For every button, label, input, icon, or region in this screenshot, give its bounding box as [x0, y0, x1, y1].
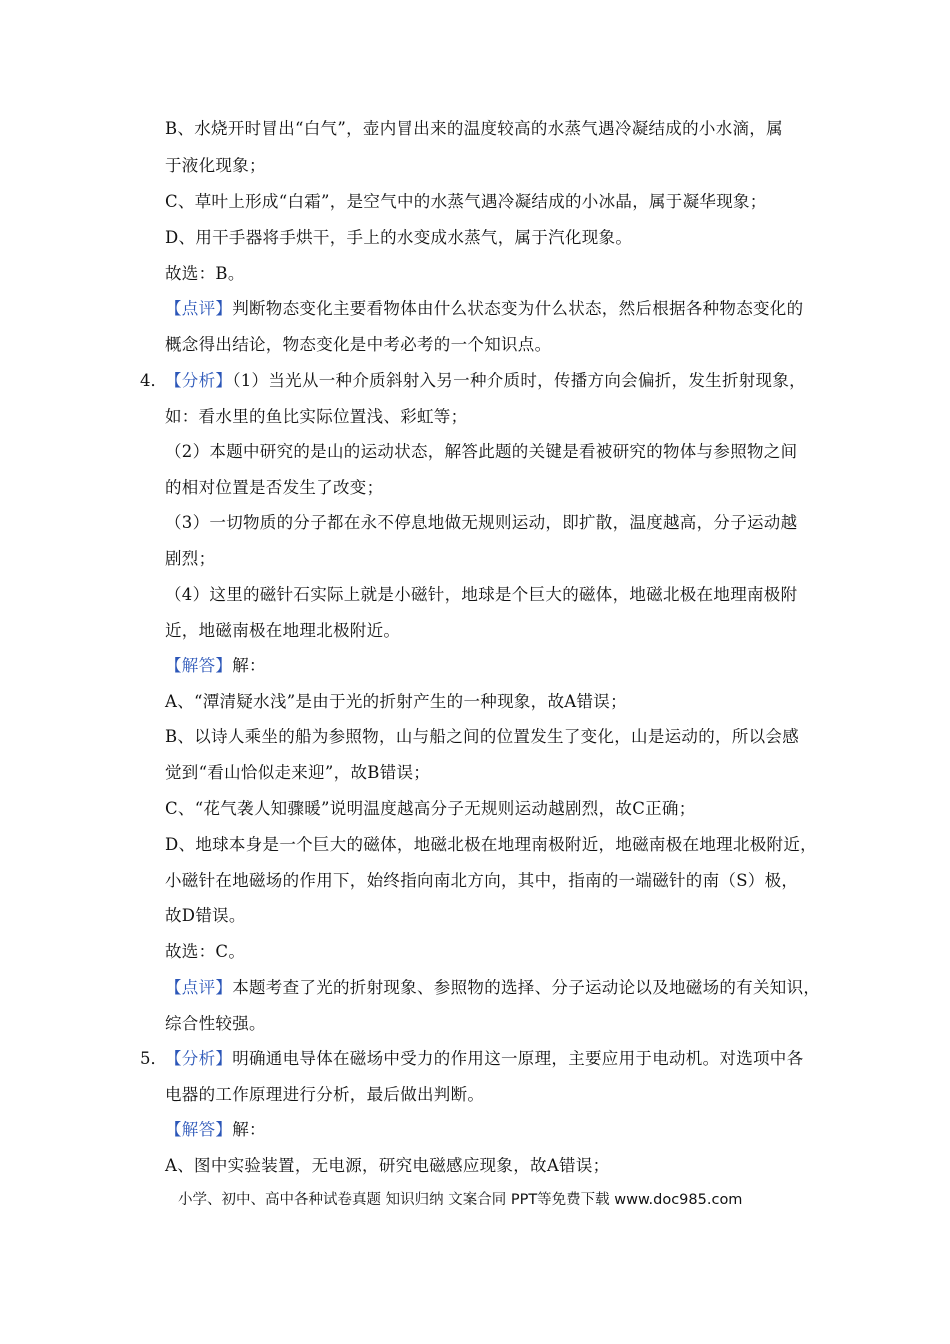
page-footer: 小学、初中、高中各种试卷真题 知识归纳 文案合同 PPT等免费下载 www.doc985.com: [178, 1192, 743, 1208]
q4-analysis-line: （2）本题中研究的是山的运动状态，解答此题的关键是看被研究的物体与参照物之间: [165, 442, 798, 461]
q3-answer-line-b: B、水烧开时冒出“白气”，壶内冒出来的温度较高的水蒸气遇冷凝结成的小水滴，属: [165, 119, 783, 138]
q4-analysis-line: 如：看水里的鱼比实际位置浅、彩虹等；: [165, 407, 468, 426]
q3-answer-line-b-cont: 于液化现象；: [165, 156, 266, 175]
q3-comment-text: 判断物态变化主要看物体由什么状态变为什么状态，然后根据各种物态变化的: [232, 299, 804, 318]
q5-number: 5．: [140, 1049, 167, 1068]
q4-answer-line: 故D错误。: [165, 906, 246, 925]
q3-comment-cont: 概念得出结论，物态变化是中考必考的一个知识点。: [165, 335, 552, 354]
answer-tag: 【解答】: [165, 656, 233, 675]
q4-answer-first: 解：: [232, 656, 266, 675]
q4-analysis: [165, 370, 806, 392]
q4-analysis-line: 剧烈；: [165, 549, 216, 568]
q4-answer-line: A、“潭清疑水浅”是由于光的折射产生的一种现象，故A错误；: [165, 692, 627, 711]
answer-tag: 【解答】: [165, 1120, 233, 1139]
q3-answer-line-d: D、用干手器将手烘干，手上的水变成水蒸气，属于汽化现象。: [165, 228, 633, 247]
q5-analysis-cont: 电器的工作原理进行分析，最后做出判断。: [165, 1085, 485, 1104]
q4-analysis-line: （4）这里的磁针石实际上就是小磁针，地球是个巨大的磁体，地磁北极在地理南极附: [165, 585, 798, 604]
q4-analysis-line: 近，地磁南极在地理北极附近。: [165, 621, 401, 640]
q3-choice: 故选：B。: [165, 264, 245, 283]
q4-comment: [165, 977, 820, 999]
q5-analysis: [165, 1048, 803, 1070]
q4-answer-line: 觉到“看山恰似走来迎”，故B错误；: [165, 763, 431, 782]
q4-comment-text: 本题考查了光的折射现象、参照物的选择、分子运动论以及地磁场的有关知识，: [232, 978, 821, 997]
q4-number: 4．: [140, 371, 167, 390]
q5-answer-line: A、图中实验装置，无电源，研究电磁感应现象，故A错误；: [165, 1156, 610, 1175]
q4-answer-line: C、“花气袭人知骤暖”说明温度越高分子无规则运动越剧烈，故C正确；: [165, 799, 696, 818]
q5-answer: [165, 1119, 266, 1141]
q4-answer: [165, 655, 266, 677]
q4-analysis-line: （3）一切物质的分子都在永不停息地做无规则运动，即扩散，温度越高，分子运动越: [165, 513, 798, 532]
q5-answer-first: 解：: [232, 1120, 266, 1139]
q4-comment-cont: 综合性较强。: [165, 1014, 266, 1033]
analysis-tag: 【分析】: [165, 1049, 233, 1068]
q4-analysis-line: 的相对位置是否发生了改变；: [165, 478, 384, 497]
q3-comment: [165, 298, 803, 320]
analysis-tag: 【分析】: [165, 371, 233, 390]
q4-answer-line: 小磁针在地磁场的作用下，始终指向南北方向，其中，指南的一端磁针的南（S）极，: [165, 871, 799, 890]
q3-answer-line-c: C、草叶上形成“白霜”，是空气中的水蒸气遇冷凝结成的小冰晶，属于凝华现象；: [165, 192, 767, 211]
q5-analysis-first: 明确通电导体在磁场中受力的作用这一原理，主要应用于电动机。对选项中各: [232, 1049, 804, 1068]
q4-analysis-first: （1）当光从一种介质斜射入另一种介质时，传播方向会偏折，发生折射现象，: [232, 371, 806, 390]
q4-answer-line: B、以诗人乘坐的船为参照物，山与船之间的位置发生了变化，山是运动的，所以会感: [165, 727, 800, 746]
comment-tag: 【点评】: [165, 978, 233, 997]
q4-answer-line: D、地球本身是一个巨大的磁体，地磁北极在地理南极附近，地磁南极在地理北极附近，: [165, 835, 817, 854]
comment-tag: 【点评】: [165, 299, 233, 318]
q4-choice: 故选：C。: [165, 942, 246, 961]
